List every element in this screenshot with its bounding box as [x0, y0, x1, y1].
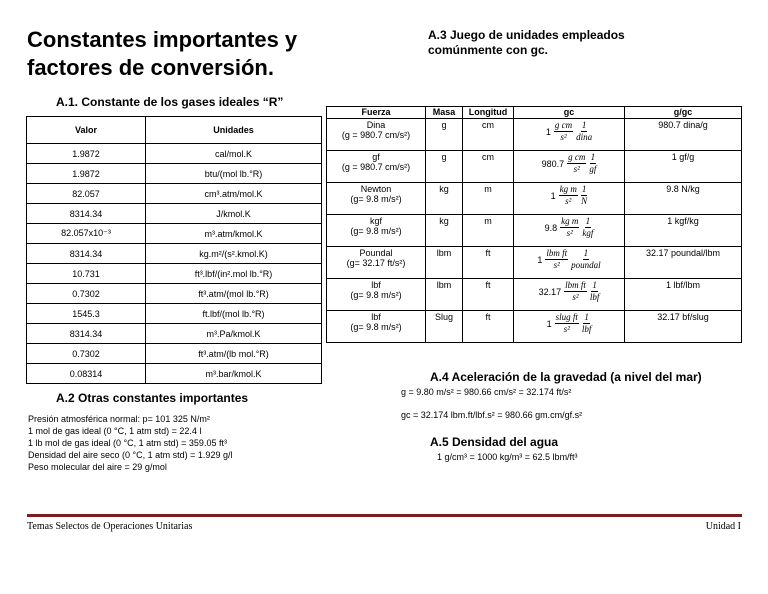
cell-fuerza — [327, 119, 426, 151]
a2-line: Peso molecular del aire = 29 g/mol — [28, 462, 167, 472]
gc-denominator: s² — [572, 292, 579, 302]
cell-unidades: btu/(mol lb.°R) — [146, 164, 322, 184]
a4-line1: g = 9.80 m/s² = 980.66 cm/s² = 32.174 ft/s² — [401, 387, 572, 397]
cell-valor: 0.7302 — [27, 284, 146, 304]
cell-unidades: ft.lbf/(mol lb.°R) — [146, 304, 322, 324]
cell-unidades: m³.Pa/kmol.K — [146, 324, 322, 344]
cell-unidades: ft³.atm/(mol lb.°R) — [146, 284, 322, 304]
table-row — [327, 247, 742, 279]
gc-fraction — [564, 280, 587, 303]
cell-g-gc: 32.17 bf/slug — [625, 311, 742, 343]
cell-gc — [514, 279, 625, 311]
cell-fuerza — [327, 151, 426, 183]
cell-masa: kg — [426, 215, 463, 247]
cell-longitud: ft — [463, 247, 514, 279]
cell-valor: 8314.34 — [27, 324, 146, 344]
cell-unidades: ft³.atm/(lb mol.°R) — [146, 344, 322, 364]
table-row — [27, 304, 322, 324]
cell-unidades: cal/mol.K — [146, 144, 322, 164]
cell-gc — [514, 119, 625, 151]
table-row — [327, 151, 742, 183]
gc-coefficient: 980.7 — [541, 158, 565, 169]
a2-line: 1 lb mol de gas ideal (0 °C, 1 atm std) = 359.05 ft³ — [28, 438, 227, 448]
gc-denominator: kgf — [582, 228, 594, 238]
cell-g-gc: 9.8 N/kg — [625, 183, 742, 215]
gc-numerator: 1 — [581, 184, 587, 194]
cell-masa: Slug — [426, 311, 463, 343]
gc-expression — [516, 280, 622, 303]
cell-unidades: J/kmol.K — [146, 204, 322, 224]
table-row — [27, 244, 322, 264]
gc-expression — [516, 312, 622, 335]
gc-expression — [516, 216, 622, 239]
col-longitud: Longitud — [463, 107, 514, 119]
cell-g-gc: 980.7 dina/g — [625, 119, 742, 151]
page-title: Constantes importantes y factores de conversión. — [27, 27, 298, 80]
table-row — [27, 184, 322, 204]
col-unidades: Unidades — [146, 117, 322, 144]
fuerza-name: lbf — [371, 312, 381, 322]
gc-denominator: s² — [566, 228, 573, 238]
cell-valor: 1.9872 — [27, 144, 146, 164]
cell-unidades: ft³.lbf/(in².mol lb.°R) — [146, 264, 322, 284]
gc-fraction — [567, 152, 586, 175]
gc-numerator: kg m — [559, 184, 577, 194]
gc-fraction — [581, 184, 588, 207]
a3-heading-line2: comúnmente con gc. — [428, 43, 549, 57]
col-g-gc: g/gc — [625, 107, 742, 119]
fuerza-name: lbf — [371, 280, 381, 290]
gc-expression — [516, 184, 622, 207]
table-row — [327, 279, 742, 311]
cell-masa: lbm — [426, 247, 463, 279]
gc-numerator: 1 — [590, 152, 596, 162]
cell-unidades: m³.atm/kmol.K — [146, 224, 322, 244]
gc-denominator: lbf — [581, 324, 592, 334]
gc-numerator: lbm ft — [546, 248, 568, 258]
gc-denominator: poundal — [571, 260, 601, 270]
cell-unidades: kg.m²/(s².kmol.K) — [146, 244, 322, 264]
fuerza-gravity: (g= 9.8 m/s²) — [350, 322, 402, 332]
gc-fraction — [554, 120, 573, 143]
a4-heading: A.4 Aceleración de la gravedad (a nivel del mar) — [430, 370, 702, 384]
a3-heading — [428, 28, 625, 58]
cell-valor: 0.08314 — [27, 364, 146, 384]
footer-right: Unidad I — [705, 521, 741, 532]
footer-rule — [27, 514, 742, 517]
gc-fraction — [589, 152, 596, 175]
cell-valor: 0.7302 — [27, 344, 146, 364]
gc-numerator: 1 — [583, 248, 589, 258]
gc-fraction — [582, 312, 592, 335]
a1-heading: A.1. Constante de los gases ideales “R” — [56, 95, 284, 109]
cell-valor: 8314.34 — [27, 244, 146, 264]
cell-fuerza — [327, 279, 426, 311]
gc-expression — [516, 120, 622, 143]
cell-valor: 1545.3 — [27, 304, 146, 324]
table-row — [327, 215, 742, 247]
gas-constant-table — [26, 116, 322, 384]
gc-fraction — [555, 312, 579, 335]
fuerza-gravity: (g= 9.8 m/s²) — [350, 290, 402, 300]
table-row — [27, 224, 322, 244]
a3-heading-line1: A.3 Juego de unidades empleados — [428, 28, 625, 42]
cell-longitud: ft — [463, 311, 514, 343]
table-row — [27, 264, 322, 284]
cell-longitud: cm — [463, 119, 514, 151]
cell-valor: 1.9872 — [27, 164, 146, 184]
cell-fuerza — [327, 215, 426, 247]
gc-numerator: 1 — [581, 120, 587, 130]
col-valor: Valor — [27, 117, 146, 144]
cell-masa: g — [426, 119, 463, 151]
gc-numerator: 1 — [592, 280, 597, 290]
gc-coefficient: 9.8 — [544, 222, 558, 233]
gc-numerator: 1 — [585, 216, 591, 226]
fuerza-name: gf — [372, 152, 380, 162]
table-row — [27, 284, 322, 304]
cell-valor: 82.057 — [27, 184, 146, 204]
a2-line: 1 mol de gas ideal (0 °C, 1 atm std) = 22.4 l — [28, 426, 202, 436]
cell-fuerza — [327, 183, 426, 215]
table-row — [27, 364, 322, 384]
cell-masa: g — [426, 151, 463, 183]
table-row — [327, 183, 742, 215]
a2-heading: A.2 Otras constantes importantes — [56, 391, 249, 405]
a2-line: Densidad del aire seco (0 °C, 1 atm std) = 1.929 g/l — [28, 450, 233, 460]
gc-denominator: s² — [563, 324, 570, 334]
gc-expression — [516, 248, 622, 271]
a5-heading: A.5 Densidad del agua — [430, 435, 559, 449]
gc-coefficient: 1 — [537, 254, 543, 265]
fuerza-gravity: (g= 32.17 ft/s²) — [346, 258, 406, 268]
gc-numerator: 1 — [584, 312, 589, 322]
gc-denominator: gf — [589, 164, 597, 174]
gc-denominator: lbf — [589, 292, 600, 302]
a4-line2: gc = 32.174 lbm.ft/lbf.s² = 980.66 gm.cm/gf.s² — [401, 410, 583, 420]
cell-gc — [514, 183, 625, 215]
gc-numerator: lbm ft — [565, 280, 586, 290]
gc-coefficient: 1 — [546, 318, 552, 329]
cell-unidades: m³.bar/kmol.K — [146, 364, 322, 384]
gc-expression — [516, 152, 622, 175]
cell-masa: lbm — [426, 279, 463, 311]
gc-numerator: g cm — [568, 152, 586, 162]
cell-gc — [514, 247, 625, 279]
cell-fuerza — [327, 311, 426, 343]
footer-left: Temas Selectos de Operaciones Unitarias — [27, 521, 193, 532]
col-gc: gc — [514, 107, 625, 119]
cell-unidades: cm³.atm/mol.K — [146, 184, 322, 204]
fuerza-gravity: (g= 9.8 m/s²) — [350, 194, 402, 204]
fuerza-name: Dina — [366, 120, 386, 130]
gc-numerator: kg m — [561, 216, 579, 226]
cell-longitud: ft — [463, 279, 514, 311]
a2-list — [28, 413, 328, 473]
table-row — [27, 324, 322, 344]
gc-fraction — [559, 184, 578, 207]
cell-longitud: m — [463, 183, 514, 215]
gc-fraction — [576, 120, 592, 143]
gc-coefficient: 1 — [545, 126, 551, 137]
gc-denominator: s² — [573, 164, 580, 174]
gc-numerator: g cm — [554, 120, 573, 130]
fuerza-name: Poundal — [359, 248, 393, 258]
gc-fraction — [560, 216, 579, 239]
table-row — [27, 144, 322, 164]
fuerza-gravity: (g= 9.8 m/s²) — [350, 226, 402, 236]
table-row — [27, 344, 322, 364]
cell-longitud: cm — [463, 151, 514, 183]
units-table — [326, 106, 742, 343]
gc-denominator: s² — [553, 260, 560, 270]
cell-valor: 10.731 — [27, 264, 146, 284]
col-masa: Masa — [426, 107, 463, 119]
gc-denominator: N — [581, 196, 588, 206]
cell-fuerza — [327, 247, 426, 279]
cell-valor: 82.057x10⁻³ — [27, 224, 146, 244]
cell-g-gc: 1 kgf/kg — [625, 215, 742, 247]
gc-denominator: s² — [560, 132, 567, 142]
cell-gc — [514, 215, 625, 247]
cell-gc — [514, 151, 625, 183]
a5-line1: 1 g/cm³ = 1000 kg/m³ = 62.5 lbm/ft³ — [437, 452, 578, 462]
fuerza-name: kgf — [369, 216, 382, 226]
fuerza-gravity: (g = 980.7 cm/s²) — [341, 162, 411, 172]
cell-valor: 8314.34 — [27, 204, 146, 224]
a2-line: Presión atmosférica normal: p= 101 325 N/m² — [28, 414, 210, 424]
cell-g-gc: 1 gf/g — [625, 151, 742, 183]
cell-g-gc: 32.17 poundal/lbm — [625, 247, 742, 279]
gc-coefficient: 32.17 — [538, 286, 562, 297]
table-row — [327, 119, 742, 151]
cell-masa: kg — [426, 183, 463, 215]
col-fuerza: Fuerza — [327, 107, 426, 119]
cell-longitud: m — [463, 215, 514, 247]
fuerza-name: Newton — [360, 184, 392, 194]
table-row — [27, 164, 322, 184]
gc-denominator: s² — [565, 196, 572, 206]
fuerza-gravity: (g = 980.7 cm/s²) — [341, 130, 411, 140]
table-row — [27, 204, 322, 224]
gc-fraction — [545, 248, 568, 271]
gc-coefficient: 1 — [550, 190, 556, 201]
gc-fraction — [582, 216, 593, 239]
gc-fraction — [571, 248, 601, 271]
gc-numerator: slug ft — [555, 312, 578, 322]
gc-denominator: dina — [576, 132, 593, 142]
gc-fraction — [590, 280, 600, 303]
table-row — [327, 311, 742, 343]
cell-g-gc: 1 lbf/lbm — [625, 279, 742, 311]
cell-gc — [514, 311, 625, 343]
